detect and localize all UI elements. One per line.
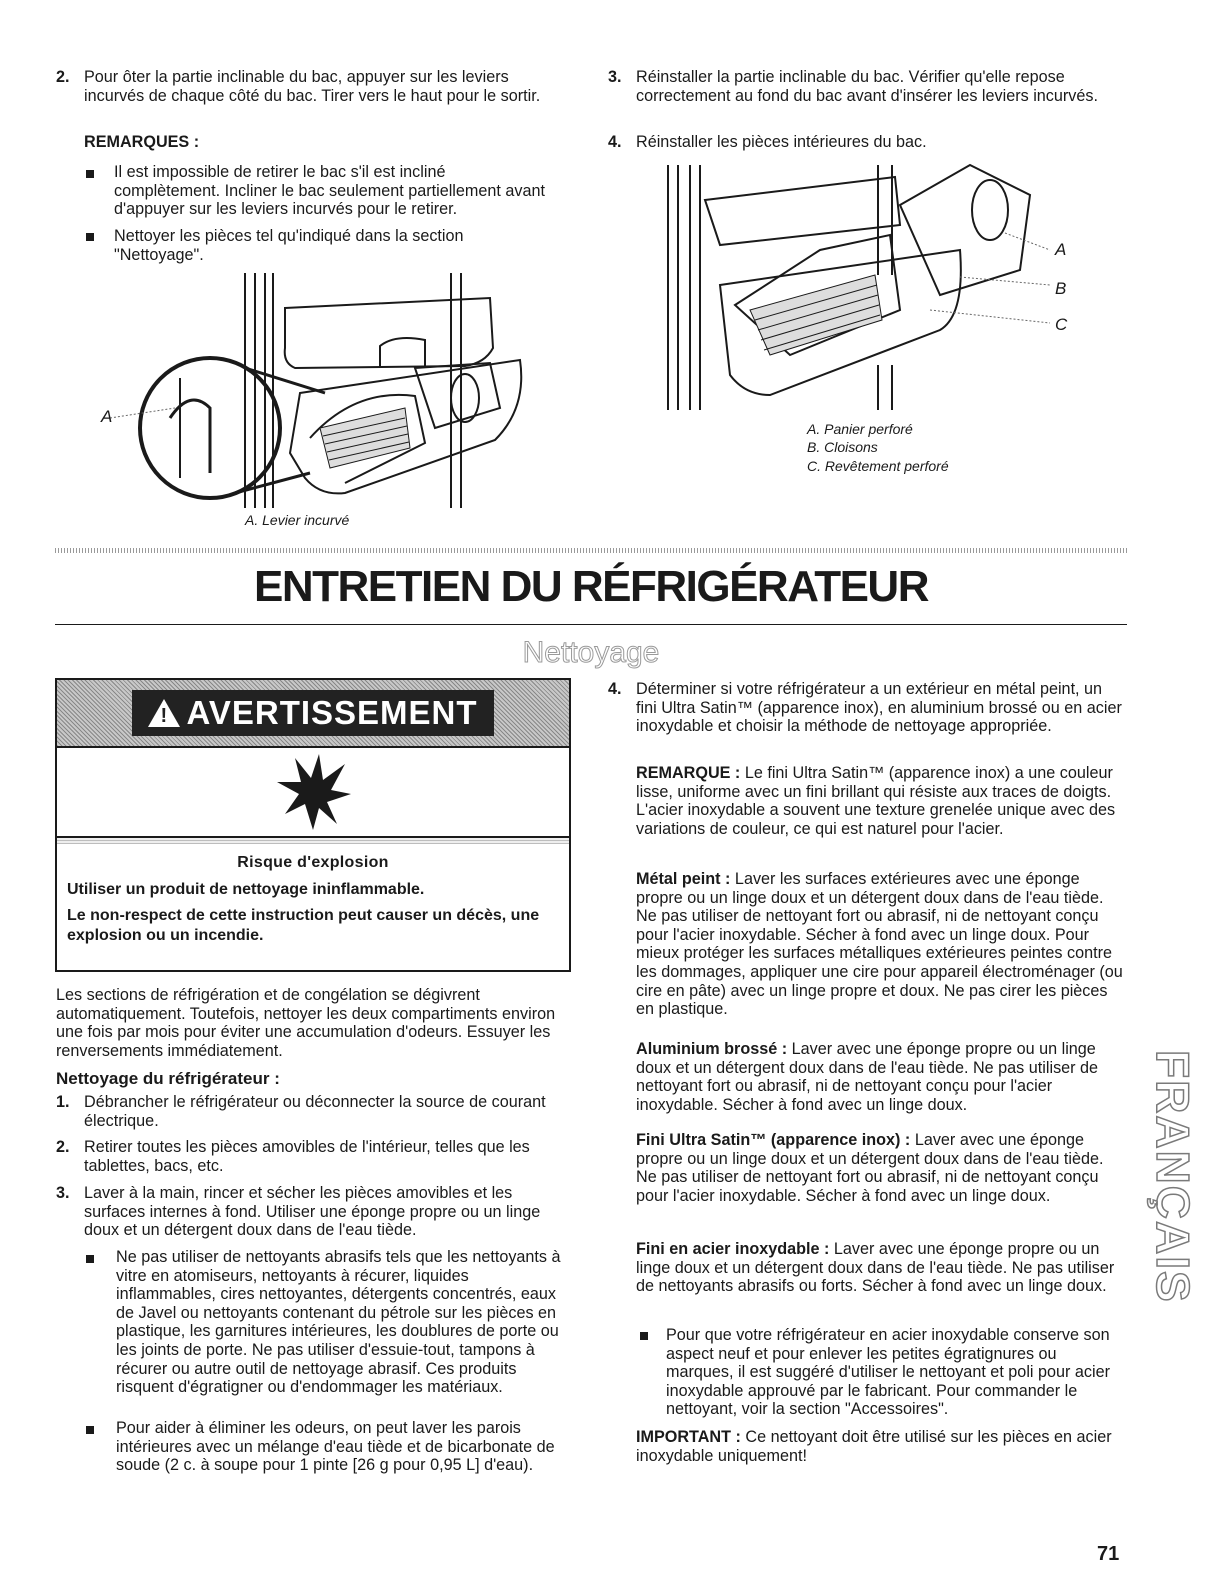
alu-paragraph: [636, 1040, 1124, 1114]
remarques-heading: REMARQUES :: [84, 133, 200, 151]
metal-text: Laver les surfaces extérieures avec une éponge propre ou un linge doux et un détergent doux dans de l'eau tiède. Ne pas utiliser de nettoyant fort ou abrasif, ni de nettoyant conçu pour l'acier inoxydable. Sécher à fond avec un linge doux. Pour mieux protéger les surfaces métalliques extérieures peintes contre les dommages, appliquer une cire pour appareil électroménager (ou cire en pâte) avec un linge propre et doux. Ne pas cirer les pièces en plastique.: [636, 870, 1123, 1019]
satin-paragraph: [636, 1131, 1124, 1205]
dotted-divider: [55, 548, 1127, 553]
step-text: Débrancher le réfrigérateur ou déconnecter la source de courant électrique.: [84, 1093, 546, 1130]
bullet-marker: [640, 1332, 648, 1340]
figure-caption: A. Levier incurvé: [245, 512, 350, 528]
cleaning-heading: Nettoyage du réfrigérateur :: [56, 1069, 280, 1088]
step-text: Pour ôter la partie inclinable du bac, appuyer sur les leviers incurvés de chaque côté du bac. Tirer vers le haut pour le sortir.: [84, 68, 541, 105]
inox-label: Fini en acier inoxydable :: [636, 1240, 830, 1258]
alu-label: Aluminium brossé :: [636, 1040, 788, 1058]
step-number: 4.: [608, 680, 622, 698]
bullet-marker: [86, 1255, 94, 1263]
figure-caption: A. Panier perforé: [807, 421, 913, 437]
warning-triangle-icon: !: [148, 699, 180, 727]
warning-line1: Utiliser un produit de nettoyage ininflammable.: [67, 881, 425, 898]
step-text: Retirer toutes les pièces amovibles de l'intérieur, telles que les tablettes, bacs, etc.: [84, 1138, 530, 1175]
section-title: ENTRETIEN DU RÉFRIGÉRATEUR: [254, 562, 928, 611]
warning-title: AVERTISSEMENT: [186, 694, 478, 731]
figure-caption: C. Revêtement perforé: [807, 458, 949, 474]
explosion-icon-area: [57, 748, 569, 836]
alu-text: Laver avec une éponge propre ou un linge doux et un détergent doux dans de l'eau tiède. Ne pas utiliser de nettoyant fort ou abrasif, ni de nettoyant conçu pour l'acier inoxydable. Sécher à fond avec un linge doux.: [636, 1040, 1099, 1114]
explosion-icon: [273, 752, 353, 832]
inox-paragraph: [636, 1240, 1124, 1296]
step-number: 4.: [608, 133, 622, 151]
important-paragraph: [636, 1428, 1124, 1465]
warning-header: [57, 680, 569, 746]
warning-risk: Risque d'explosion: [237, 854, 389, 871]
warning-line2: Le non-respect de cette instruction peut causer un décès, une explosion ou un incendie.: [67, 907, 540, 944]
satin-text: Laver avec une éponge propre ou un linge doux et un détergent doux dans de l'eau tiède. Ne pas utiliser de nettoyant fort ou abrasif, ni de nettoyant conçu pour l'acier inoxydable. Sécher à fond avec un linge doux.: [636, 1131, 1104, 1205]
step-text: Laver à la main, rincer et sécher les pièces amovibles et les surfaces internes à fond. Utiliser une éponge propre ou un linge doux et un détergent doux dans de l'eau tiède.: [84, 1184, 541, 1240]
remarque-text: Le fini Ultra Satin™ (apparence inox) a une couleur lisse, uniforme avec un fini brillant qui résiste aux traces de doigts. L'acier inoxydable a souvent une texture grenelée unique avec des variations de couleur, ce qui est naturel pour l'acier.: [636, 764, 1116, 838]
intro-paragraph: Les sections de réfrigération et de congélation se dégivrent automatiquement. Toutefois, nettoyer les deux compartiments environ une fois par mois pour éviter une accumulation d'odeurs. Essuyer les renversements immédiatement.: [56, 986, 556, 1060]
step-number: 2.: [56, 1138, 70, 1156]
step-text: Réinstaller la partie inclinable du bac. Vérifier qu'elle repose correctement au fond du bac avant d'insérer les leviers incurvés.: [636, 68, 1098, 105]
metal-paragraph: [636, 870, 1124, 1019]
figure-callout-a: A: [1055, 240, 1067, 259]
page-number: 71: [1097, 1543, 1120, 1565]
important-label: IMPORTANT :: [636, 1428, 741, 1446]
remarque-paragraph: [636, 764, 1124, 838]
bullet-marker: [86, 1426, 94, 1434]
step-text: Réinstaller les pièces intérieures du bac.: [636, 133, 927, 151]
figure-callout-a: A: [101, 407, 113, 426]
bullet-text: Pour aider à éliminer les odeurs, on peut laver les parois intérieures avec un mélange d'eau tiède et de bicarbonate de soude (2 c. à soupe pour 1 pinte [26 g pour 0,95 L] d'eau).: [116, 1419, 555, 1475]
inox-text: Laver avec une éponge propre ou un linge doux et un détergent doux dans de l'eau tiède. Ne pas utiliser de nettoyants abrasifs ou forts. Sécher à fond avec un linge doux.: [636, 1240, 1115, 1296]
bullet-text: Ne pas utiliser de nettoyants abrasifs tels que les nettoyants à vitre en atomiseurs, nettoyants à récurer, liquides inflammables, cires nettoyantes, détergents concentrés, eaux de Javel ou nettoyants contenant du pétrole sur les pièces en plastique, les garnitures intérieures, les doublures de porte ou les joints de porte. Ne pas utiliser d'essuie-tout, tampons à récurer ou autre outil de nettoyage abrasif. Ces produits risquent d'égratigner ou d'endommager les matériaux.: [116, 1248, 561, 1397]
bin-lever-figure: [95, 268, 535, 513]
subsection-title: Nettoyage: [522, 636, 660, 669]
language-side-tab: FRANÇAIS: [1147, 1050, 1199, 1304]
bullet-text: Il est impossible de retirer le bac s'il est incliné complètement. Incliner le bac seulement partiellement avant d'appuyer sur les leviers incurvés pour le retirer.: [114, 163, 545, 219]
bullet-text: Nettoyer les pièces tel qu'indiqué dans la section "Nettoyage".: [114, 227, 464, 264]
title-rule: [55, 624, 1127, 625]
figure-callout-b: B: [1055, 279, 1067, 298]
figure-callout-c: C: [1055, 315, 1068, 334]
step-text: Déterminer si votre réfrigérateur a un extérieur en métal peint, un fini Ultra Satin™ (apparence inox), en aluminium brossé ou en acier inoxydable et choisir la méthode de nettoyage appropriée.: [636, 680, 1122, 736]
step-number: 3.: [608, 68, 622, 86]
bullet-text: Pour que votre réfrigérateur en acier inoxydable conserve son aspect neuf et pour enlever les petites égratignures ou marques, il est suggéré d'utiliser le nettoyant et poli pour acier inoxydable approuvé par le fabricant. Pour commander le nettoyant, voir la section "Accessoires".: [666, 1326, 1110, 1419]
bin-parts-figure: [660, 155, 1060, 415]
step-number: 2.: [56, 68, 70, 86]
warning-box: [55, 678, 571, 972]
bullet-marker: [86, 233, 94, 241]
figure-caption: B. Cloisons: [807, 439, 878, 455]
remarque-label: REMARQUE :: [636, 764, 741, 782]
bullet-marker: [86, 170, 94, 178]
satin-label: Fini Ultra Satin™ (apparence inox) :: [636, 1131, 911, 1149]
step-number: 1.: [56, 1093, 70, 1111]
step-number: 3.: [56, 1184, 70, 1202]
metal-label: Métal peint :: [636, 870, 731, 888]
important-text: Ce nettoyant doit être utilisé sur les pièces en acier inoxydable uniquement!: [636, 1428, 1112, 1465]
